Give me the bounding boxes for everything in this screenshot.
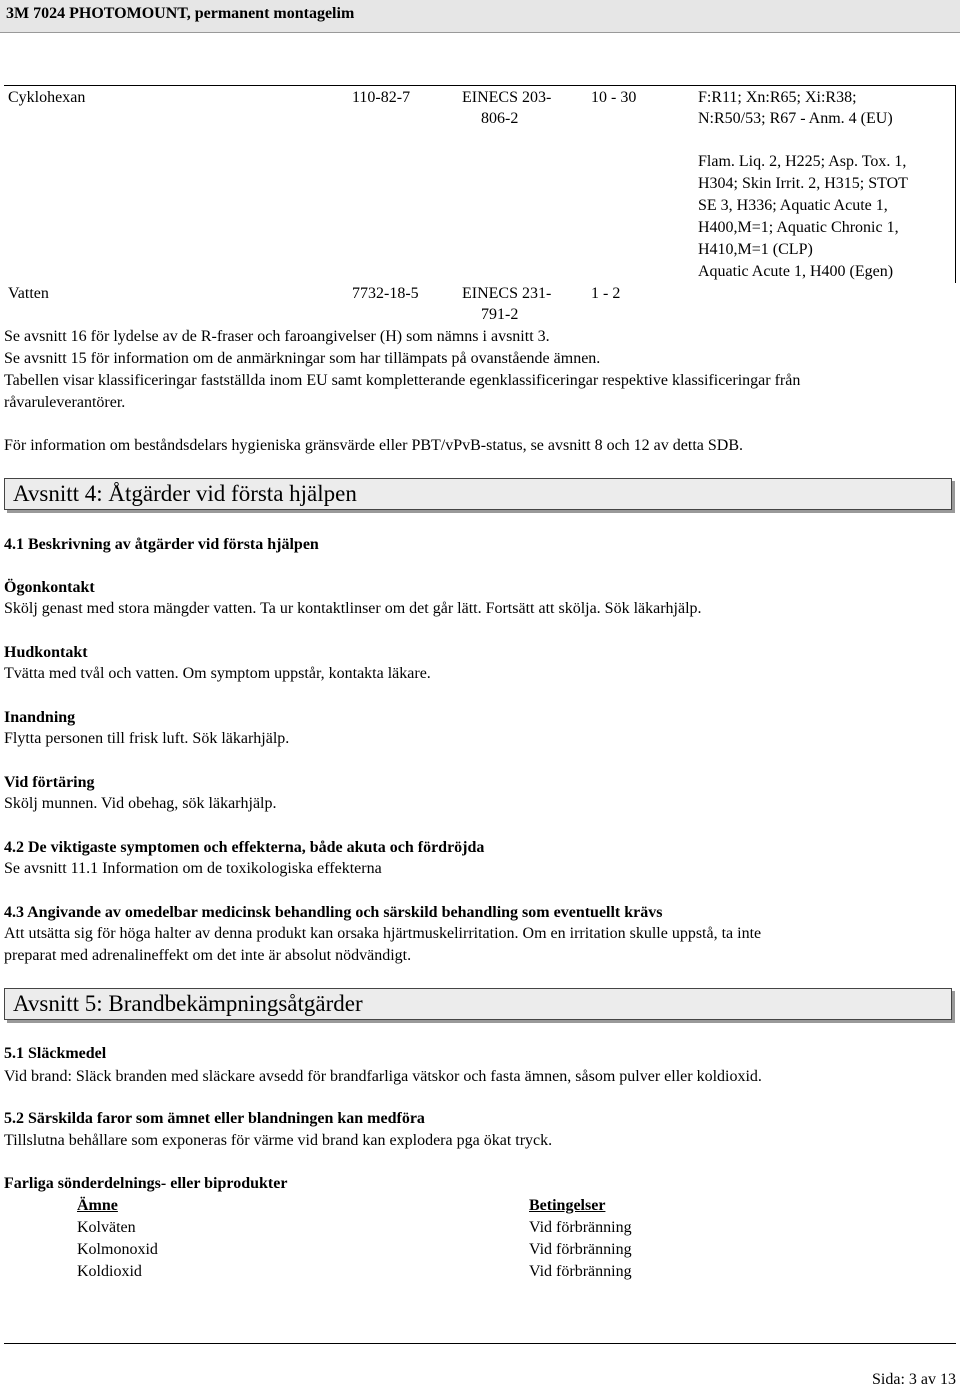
einecs-number-cont: 791-2 (481, 306, 519, 323)
note-text: Tabellen visar klassificeringar fastställda inom EU samt kompletterande egenklassificeringar respektive klassificeringar från (4, 372, 801, 389)
classification-line: F:R11; Xn:R65; Xi:R38; (698, 89, 857, 106)
subsection-5-1: 5.1 Släckmedel (4, 1045, 107, 1062)
subsection-5-2-text: Tillslutna behållare som exponeras för värme vid brand kan explodera pga ökat tryck. (4, 1132, 553, 1149)
classification-line: H400,M=1; Aquatic Chronic 1, (698, 219, 899, 236)
subsection-4-3-text: Att utsätta sig för höga halter av denna produkt kan orsaka hjärtmuskelirritation. Om en irritation skulle uppstå, ta inte (4, 925, 762, 942)
skin-contact-heading: Hudkontakt (4, 644, 88, 661)
section-title: Avsnitt 5: Brandbekämpningsåtgärder (13, 991, 363, 1016)
cas-number: 7732-18-5 (352, 285, 419, 302)
product-condition: Vid förbränning (529, 1241, 632, 1258)
subsection-5-2: 5.2 Särskilda faror som ämnet eller blandningen kan medföra (4, 1110, 425, 1127)
ingestion-text: Skölj munnen. Vid obehag, sök läkarhjälp. (4, 795, 277, 812)
note-text: Se avsnitt 16 för lydelse av de R-fraser och faroangivelser (H) som nämns i avsnitt 3. (4, 328, 550, 345)
subsection-4-2-text: Se avsnitt 11.1 Information om de toxikologiska effekterna (4, 860, 382, 877)
classification-line: H304; Skin Irrit. 2, H315; STOT (698, 175, 908, 192)
column-header-substance: Ämne (77, 1197, 118, 1214)
einecs-number: EINECS 203- (462, 89, 552, 106)
document-header (0, 0, 960, 33)
ingredient-name: Cyklohexan (8, 89, 86, 106)
product-condition: Vid förbränning (529, 1263, 632, 1280)
concentration: 1 - 2 (591, 285, 621, 302)
eye-contact-heading: Ögonkontakt (4, 579, 95, 596)
einecs-number-cont: 806-2 (481, 110, 519, 127)
inhalation-heading: Inandning (4, 709, 76, 726)
column-header-condition: Betingelser (529, 1197, 606, 1214)
cas-number: 110-82-7 (352, 89, 411, 106)
classification-line: SE 3, H336; Aquatic Acute 1, (698, 197, 888, 214)
subsection-5-1-text: Vid brand: Släck branden med släckare avsedd för brandfarliga vätskor och fasta ämnen, såsom pulver eller koldioxid. (4, 1068, 762, 1085)
subsection-4-2: 4.2 De viktigaste symptomen och effekterna, både akuta och fördröjda (4, 839, 485, 856)
section-5-heading (4, 988, 952, 1020)
product-substance: Koldioxid (77, 1263, 142, 1280)
product-condition: Vid förbränning (529, 1219, 632, 1236)
einecs-number: EINECS 231- (462, 285, 552, 302)
product-substance: Kolmonoxid (77, 1241, 158, 1258)
eye-contact-text: Skölj genast med stora mängder vatten. Ta ur kontaktlinser om det går lätt. Fortsätt att skölja. Sök läkarhjälp. (4, 600, 702, 617)
document-title: 3M 7024 PHOTOMOUNT, permanent montagelim (6, 5, 355, 22)
table-right-border (955, 85, 956, 283)
subsection-4-3-text: preparat med adrenalineffekt om det inte är absolut nödvändigt. (4, 947, 412, 964)
section-4-heading (4, 478, 952, 510)
classification-line: H410,M=1 (CLP) (698, 241, 813, 258)
footer-divider (4, 1343, 956, 1344)
classification-line: N:R50/53; R67 - Anm. 4 (EU) (698, 110, 893, 127)
page-number: Sida: 3 av 13 (872, 1371, 956, 1388)
product-substance: Kolväten (77, 1219, 136, 1236)
table-top-border (4, 85, 956, 86)
section-title: Avsnitt 4: Åtgärder vid första hjälpen (13, 481, 357, 506)
note-text: För information om beståndsdelars hygieniska gränsvärde eller PBT/vPvB-status, se avsnitt 8 och 12 av detta SDB. (4, 437, 743, 454)
classification-line: Aquatic Acute 1, H400 (Egen) (698, 263, 894, 280)
classification-line: Flam. Liq. 2, H225; Asp. Tox. 1, (698, 153, 907, 170)
note-text: råvaruleverantörer. (4, 394, 126, 411)
subsection-4-3: 4.3 Angivande av omedelbar medicinsk behandling och särskild behandling som eventuellt krävs (4, 904, 663, 921)
concentration: 10 - 30 (591, 89, 637, 106)
note-text: Se avsnitt 15 för information om de anmärkningar som har tillämpats på ovanstående ämnen. (4, 350, 601, 367)
inhalation-text: Flytta personen till frisk luft. Sök läkarhjälp. (4, 730, 290, 747)
hazardous-products-heading: Farliga sönderdelnings- eller biprodukter (4, 1175, 288, 1192)
subsection-4-1: 4.1 Beskrivning av åtgärder vid första hjälpen (4, 536, 319, 553)
skin-contact-text: Tvätta med tvål och vatten. Om symptom uppstår, kontakta läkare. (4, 665, 431, 682)
ingestion-heading: Vid förtäring (4, 774, 95, 791)
ingredient-name: Vatten (8, 285, 49, 302)
